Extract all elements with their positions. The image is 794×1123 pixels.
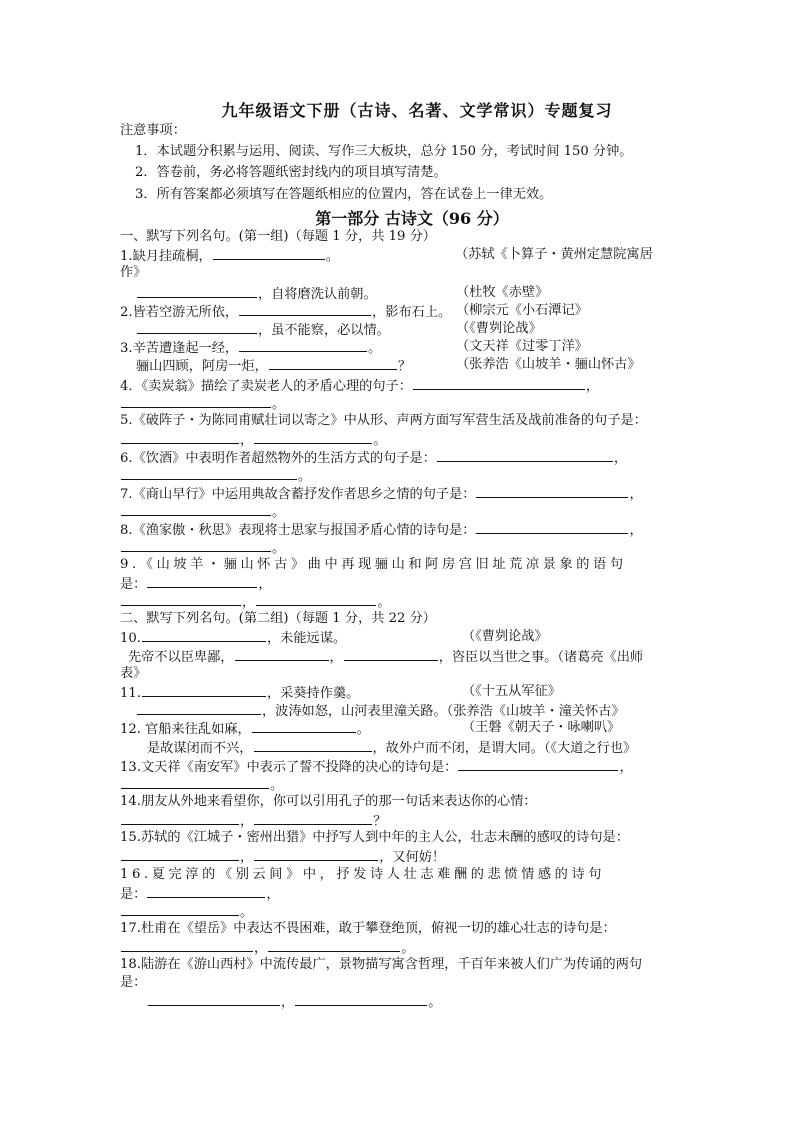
answer-blank[interactable] [254,811,372,825]
question-12-line-1: 12. 官船来往乱如麻， 。 [120,719,370,739]
question-2-source: （柳宗元《小石潭记》 [456,303,588,318]
answer-blank[interactable] [121,592,241,606]
notice-item: 2．答卷前，务必将答题纸密封线内的项目填写清楚。 [135,165,447,180]
section-heading: 一、默写下列名句。(第一组)（每题 1 分，共 19 分） [120,229,436,244]
answer-blank[interactable] [137,320,257,334]
question-10-line-2: 先帝不以臣卑鄙， ， ，咨臣以当世之事。（诸葛亮《出师 [128,647,643,667]
page-title: 九年级语文下册（古诗、名著、文学常识）专题复习 [221,101,613,120]
question-9-line-1: 9.《山坡羊・骊山怀古》曲中再现骊山和阿房宫旧址荒凉景象的语句 [120,557,627,572]
answer-blank[interactable] [121,466,297,480]
answer-blank[interactable] [239,338,367,352]
question-6-line-1: 6.《饮酒》中表明作者超然物外的生活方式的句子是： ， [120,448,627,468]
notice-item: 3．所有答案都必须填写在答题纸相应的位置内，答在试卷上一律无效。 [135,187,553,202]
question-1-line-1: 1.缺月挂疏桐， 。 [120,246,339,266]
answer-blank[interactable] [252,719,356,733]
answer-blank[interactable] [269,356,397,370]
question-2b-source: （《曹刿论战》 [456,321,542,336]
question-10-source: （《曹刿论战》 [462,629,548,644]
question-14-line-2: ， ？ [120,811,386,831]
question-17-line-1: 17.杜甫在《望岳》中表达不畏困难，敢于攀登绝顶，俯视一切的雄心壮志的诗句是： [120,921,616,936]
question-16-line-1: 16.夏完淳的《别云间》中，抒发诗人壮志难酬的悲愤情感的诗句 [120,867,606,882]
part-title: 第一部分 古诗文（96 分） [315,209,509,228]
question-11-source: （《十五从军征》 [462,684,561,699]
answer-blank[interactable] [254,738,372,752]
question-18-line-2: 是： [120,975,147,990]
question-6-line-2: 。 [120,466,311,486]
question-8-line-2: 。 [120,538,285,558]
answer-blank[interactable] [213,246,325,260]
answer-blank[interactable] [268,938,400,952]
notice-item: 1．本试题分积累与运用、阅读、写作三大板块，总分 150 分，考试时间 150 分钟。 [135,144,633,159]
answer-blank[interactable] [121,938,253,952]
question-11-line-2: ，波涛如怒，山河表里潼关路。（张养浩《山坡羊・潼关怀古》 [136,701,625,721]
question-3b-source: （张养浩《山坡羊・骊山怀古》 [456,357,641,372]
answer-blank[interactable] [121,502,271,516]
answer-blank[interactable] [121,902,239,916]
answer-blank[interactable] [458,757,618,771]
question-18-line-1: 18.陆游在《游山西村》中流传最广，景物描写寓含哲理，千百年来被人们广为传诵的两句 [120,957,643,972]
answer-blank[interactable] [295,992,427,1006]
notice-heading: 注意事项： [120,123,186,138]
question-10-line-1: 10. ，未能远谋。 [120,628,346,648]
question-18-line-3: ， 。 [147,992,441,1012]
question-3-line-2: 骊山四顾，阿房一炬， ？ [136,356,411,376]
question-5-line-2: ， 。 [120,430,386,450]
question-13-line-2: 。 [120,775,283,795]
question-1-source-cont: 作》 [120,265,147,280]
answer-blank[interactable] [235,647,329,661]
answer-blank[interactable] [147,574,257,588]
question-7-line-1: 7.《商山早行》中运用典故含蓄抒发作者思乡之情的句子是： ， [120,484,643,504]
question-11-line-1: 11. ，采葵持作羹。 [120,683,359,703]
question-14-line-1: 14.朋友从外地来看望你，你可以引用孔子的那一句话来表达你的心情： [120,794,537,809]
answer-blank[interactable] [121,430,239,444]
answer-blank[interactable] [437,448,613,462]
question-16-line-3: 。 [120,902,253,922]
answer-blank[interactable] [137,701,261,715]
answer-blank[interactable] [254,430,372,444]
question-4-line-1: 4．《卖炭翁》描绘了卖炭老人的矛盾心理的句子： ， [120,376,599,396]
answer-blank[interactable] [121,811,239,825]
answer-blank[interactable] [254,847,378,861]
question-15-line-1: 15.苏轼的《江城子・密州出猎》中抒写人到中年的主人公，壮志未酬的感叹的诗句是： [120,830,629,845]
question-16-line-2: 是： ， [120,884,280,904]
section-heading: 二、默写下列名句。(第二组)（每题 1 分，共 22 分） [120,611,436,626]
question-2-line-2: ，虽不能察，必以情。 [136,320,390,340]
question-8-line-1: 8.《渔家傲・秋思》表现将士思家与报国矛盾心情的诗句是： ， [120,520,643,540]
question-17-line-2: ， 。 [120,938,414,958]
answer-blank[interactable] [148,992,280,1006]
question-1-line-2: ，自将磨洗认前朝。 [136,284,377,304]
question-9-line-2: 是： ， [120,574,272,594]
answer-blank[interactable] [121,775,269,789]
answer-blank[interactable] [476,520,628,534]
answer-blank[interactable] [142,683,266,697]
question-5-line-1: 5.《破阵子・为陈同甫赋壮词以寄之》中从形、声两方面写军营生活及战前准备的句子是： [120,413,647,428]
question-10-source-cont: 表》 [120,666,147,681]
question-2-line-1: 2.皆若空游无所依， ，影布石上。 [120,302,451,322]
answer-blank[interactable] [137,284,257,298]
question-4-line-2: 。 [120,394,285,414]
question-1-source: （苏轼《卜算子・黄州定慧院寓居 [455,247,653,262]
answer-blank[interactable] [476,484,628,498]
answer-blank[interactable] [239,302,371,316]
answer-blank[interactable] [256,592,376,606]
question-1b-source: （杜牧《赤壁》 [456,285,549,300]
answer-blank[interactable] [413,376,585,390]
answer-blank[interactable] [344,647,438,661]
answer-blank[interactable] [142,628,266,642]
answer-blank[interactable] [121,847,239,861]
question-12-source: （王磐《朝天子・咏喇叭》 [462,720,621,735]
question-15-line-2: ， ，又何妨！ [120,847,445,867]
answer-blank[interactable] [147,884,265,898]
question-13-line-1: 13.文天祥《南安军》中表示了誓不投降的决心的诗句是： ， [120,757,633,777]
question-12-line-2: 是故谋闭而不兴， ，故外户而不闭，是谓大同。（《大道之行也》 [147,738,636,758]
answer-blank[interactable] [121,394,271,408]
question-3-line-1: 3.辛苦遭逢起一经， 。 [120,338,381,358]
answer-blank[interactable] [121,538,271,552]
question-9-line-3: ， 。 [120,592,390,612]
question-3-source: （文天祥《过零丁洋》 [456,339,588,354]
question-7-line-2: 。 [120,502,285,522]
